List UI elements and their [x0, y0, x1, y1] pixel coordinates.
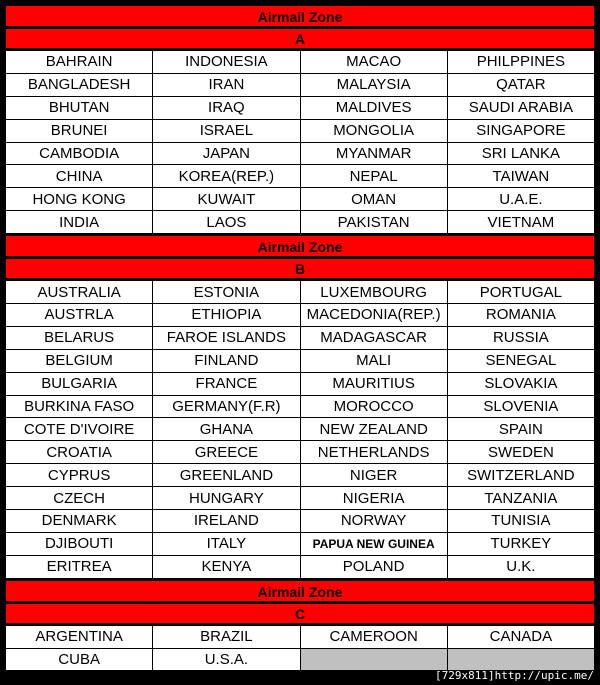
country-cell: SPAIN	[447, 418, 594, 441]
country-cell: PHILPPINES	[447, 51, 594, 74]
zone-letter: A	[5, 28, 595, 49]
table-row	[6, 510, 595, 533]
country-cell: CUBA	[6, 648, 153, 671]
country-cell: TAIWAN	[447, 165, 594, 188]
country-cell: GREECE	[153, 441, 300, 464]
country-cell: U.S.A.	[153, 648, 300, 671]
table-row	[6, 441, 595, 464]
zone-title: Airmail Zone	[5, 235, 595, 257]
table-row	[6, 464, 595, 487]
table-row	[6, 395, 595, 418]
country-cell: U.K.	[447, 555, 594, 578]
country-cell: KOREA(REP.)	[153, 165, 300, 188]
zone-country-table	[5, 625, 595, 672]
country-cell: ETHIOPIA	[153, 304, 300, 327]
country-cell: CZECH	[6, 487, 153, 510]
country-cell: BELGIUM	[6, 349, 153, 372]
country-cell: GHANA	[153, 418, 300, 441]
country-cell: NIGERIA	[300, 487, 447, 510]
table-row	[6, 326, 595, 349]
country-cell: CANADA	[447, 625, 594, 648]
country-cell: MALAYSIA	[300, 73, 447, 96]
country-cell: HUNGARY	[153, 487, 300, 510]
zone-letter: B	[5, 258, 595, 279]
country-cell: VIETNAM	[447, 211, 594, 234]
country-cell: INDIA	[6, 211, 153, 234]
country-cell: TANZANIA	[447, 487, 594, 510]
table-row	[6, 119, 595, 142]
country-cell: NORWAY	[300, 510, 447, 533]
country-cell: IRAQ	[153, 96, 300, 119]
country-cell: U.A.E.	[447, 188, 594, 211]
table-row	[6, 625, 595, 648]
table-row	[6, 304, 595, 327]
country-cell: CYPRUS	[6, 464, 153, 487]
country-cell: LUXEMBOURG	[300, 281, 447, 304]
country-cell: SAUDI ARABIA	[447, 96, 594, 119]
country-cell: NETHERLANDS	[300, 441, 447, 464]
country-cell: KENYA	[153, 555, 300, 578]
country-cell: ISRAEL	[153, 119, 300, 142]
country-cell: ESTONIA	[153, 281, 300, 304]
country-cell: IRELAND	[153, 510, 300, 533]
table-row	[6, 418, 595, 441]
table-row	[6, 73, 595, 96]
country-cell: LAOS	[153, 211, 300, 234]
table-row	[6, 165, 595, 188]
country-cell: PAKISTAN	[300, 211, 447, 234]
country-cell: POLAND	[300, 555, 447, 578]
table-row	[6, 281, 595, 304]
empty-cell	[300, 648, 447, 671]
country-cell: CAMBODIA	[6, 142, 153, 165]
country-cell: JAPAN	[153, 142, 300, 165]
country-cell: ARGENTINA	[6, 625, 153, 648]
country-cell: CAMEROON	[300, 625, 447, 648]
country-cell: ERITREA	[6, 555, 153, 578]
table-row	[6, 211, 595, 234]
country-cell: SLOVAKIA	[447, 372, 594, 395]
country-cell: SLOVENIA	[447, 395, 594, 418]
country-cell: CHINA	[6, 165, 153, 188]
country-cell: MACEDONIA(REP.)	[300, 304, 447, 327]
country-cell: BURKINA FASO	[6, 395, 153, 418]
airmail-zone-sheet	[5, 5, 595, 672]
country-cell: SRI LANKA	[447, 142, 594, 165]
table-row	[6, 648, 595, 671]
country-cell: BULGARIA	[6, 372, 153, 395]
country-cell: NIGER	[300, 464, 447, 487]
table-row	[6, 142, 595, 165]
country-cell: SWITZERLAND	[447, 464, 594, 487]
country-cell: MACAO	[300, 51, 447, 74]
country-cell: KUWAIT	[153, 188, 300, 211]
country-cell: BHUTAN	[6, 96, 153, 119]
country-cell: NEW ZEALAND	[300, 418, 447, 441]
country-cell: MALDIVES	[300, 96, 447, 119]
country-cell: BRAZIL	[153, 625, 300, 648]
country-cell: NEPAL	[300, 165, 447, 188]
country-cell: AUSTRLA	[6, 304, 153, 327]
country-cell: TURKEY	[447, 532, 594, 555]
table-row	[6, 349, 595, 372]
country-cell: SINGAPORE	[447, 119, 594, 142]
table-row	[6, 51, 595, 74]
country-cell: CROATIA	[6, 441, 153, 464]
country-cell: BELARUS	[6, 326, 153, 349]
zone-letter: C	[5, 603, 595, 624]
country-cell: SENEGAL	[447, 349, 594, 372]
country-cell: DENMARK	[6, 510, 153, 533]
country-cell: MAURITIUS	[300, 372, 447, 395]
table-row	[6, 532, 595, 555]
country-cell: BRUNEI	[6, 119, 153, 142]
table-row	[6, 487, 595, 510]
zone-country-table	[5, 280, 595, 579]
country-cell: FINLAND	[153, 349, 300, 372]
country-cell: GREENLAND	[153, 464, 300, 487]
country-cell: GERMANY(F.R)	[153, 395, 300, 418]
country-cell: BANGLADESH	[6, 73, 153, 96]
empty-cell	[447, 648, 594, 671]
country-cell: MONGOLIA	[300, 119, 447, 142]
country-cell: OMAN	[300, 188, 447, 211]
country-cell: FRANCE	[153, 372, 300, 395]
image-size-url-caption: [729x811]http://upic.me/	[435, 669, 594, 682]
country-cell: PAPUA NEW GUINEA	[300, 532, 447, 555]
table-row	[6, 188, 595, 211]
country-cell: HONG KONG	[6, 188, 153, 211]
table-row	[6, 555, 595, 578]
country-cell: PORTUGAL	[447, 281, 594, 304]
zone-title: Airmail Zone	[5, 5, 595, 27]
country-cell: MALI	[300, 349, 447, 372]
country-cell: INDONESIA	[153, 51, 300, 74]
country-cell: ROMANIA	[447, 304, 594, 327]
country-cell: MYANMAR	[300, 142, 447, 165]
country-cell: MADAGASCAR	[300, 326, 447, 349]
country-cell: RUSSIA	[447, 326, 594, 349]
table-row	[6, 96, 595, 119]
country-cell: ITALY	[153, 532, 300, 555]
country-cell: IRAN	[153, 73, 300, 96]
country-cell: COTE D'IVOIRE	[6, 418, 153, 441]
country-cell: MOROCCO	[300, 395, 447, 418]
table-row	[6, 372, 595, 395]
zone-title: Airmail Zone	[5, 580, 595, 602]
zone-country-table	[5, 50, 595, 234]
country-cell: SWEDEN	[447, 441, 594, 464]
country-cell: TUNISIA	[447, 510, 594, 533]
country-cell: FAROE ISLANDS	[153, 326, 300, 349]
country-cell: AUSTRALIA	[6, 281, 153, 304]
country-cell: BAHRAIN	[6, 51, 153, 74]
country-cell: QATAR	[447, 73, 594, 96]
country-cell: DJIBOUTI	[6, 532, 153, 555]
